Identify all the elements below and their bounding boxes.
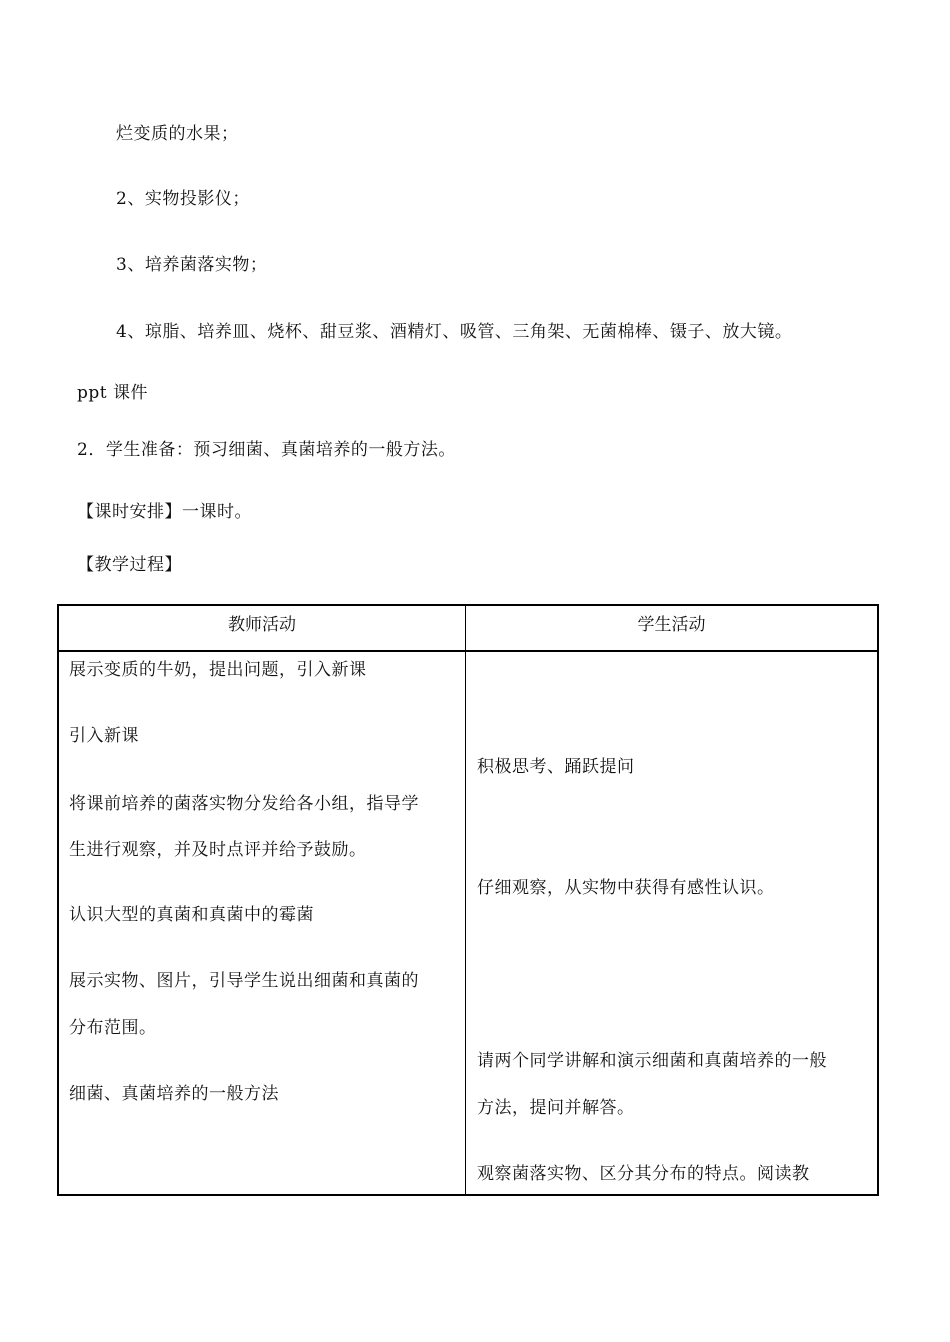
teacher-line-1: 展示变质的牛奶，提出问题，引入新课	[69, 660, 367, 680]
student-line-2: 仔细观察，从实物中获得有感性认识。	[477, 878, 775, 898]
section-heading-process: 【教学过程】	[77, 555, 182, 575]
intro-line-2: 2、实物投影仪；	[116, 189, 250, 209]
intro-line-6: 2．学生准备：预习细菌、真菌培养的一般方法。	[77, 440, 456, 460]
header-divider	[59, 650, 877, 652]
header-student-activity: 学生活动	[637, 615, 706, 635]
teacher-line-7: 分布范围。	[69, 1018, 157, 1038]
section-heading-schedule: 【课时安排】一课时。	[77, 502, 252, 522]
header-teacher-activity: 教师活动	[228, 615, 296, 635]
student-line-5: 观察菌落实物、区分其分布的特点。阅读教	[477, 1164, 810, 1184]
teacher-line-3: 将课前培养的菌落实物分发给各小组，指导学	[69, 794, 419, 814]
teacher-line-4: 生进行观察，并及时点评并给予鼓励。	[69, 840, 367, 860]
intro-line-3: 3、培养菌落实物；	[116, 255, 268, 275]
student-line-3: 请两个同学讲解和演示细菌和真菌培养的一般	[477, 1051, 827, 1071]
teacher-line-8: 细菌、真菌培养的一般方法	[69, 1084, 279, 1104]
teaching-process-table	[57, 604, 879, 1196]
intro-line-4: 4、琼脂、培养皿、烧杯、甜豆浆、酒精灯、吸管、三角架、无菌棉棒、镊子、放大镜。	[116, 322, 793, 342]
student-line-1: 积极思考、踊跃提问	[477, 757, 635, 777]
column-divider	[465, 606, 466, 1194]
teacher-line-6: 展示实物、图片，引导学生说出细菌和真菌的	[69, 971, 419, 991]
student-line-4: 方法，提问并解答。	[477, 1098, 635, 1118]
teacher-line-5: 认识大型的真菌和真菌中的霉菌	[69, 905, 314, 925]
teacher-line-2: 引入新课	[69, 726, 139, 746]
intro-line-1: 烂变质的水果；	[116, 124, 239, 144]
intro-line-5: ppt 课件	[77, 383, 148, 403]
